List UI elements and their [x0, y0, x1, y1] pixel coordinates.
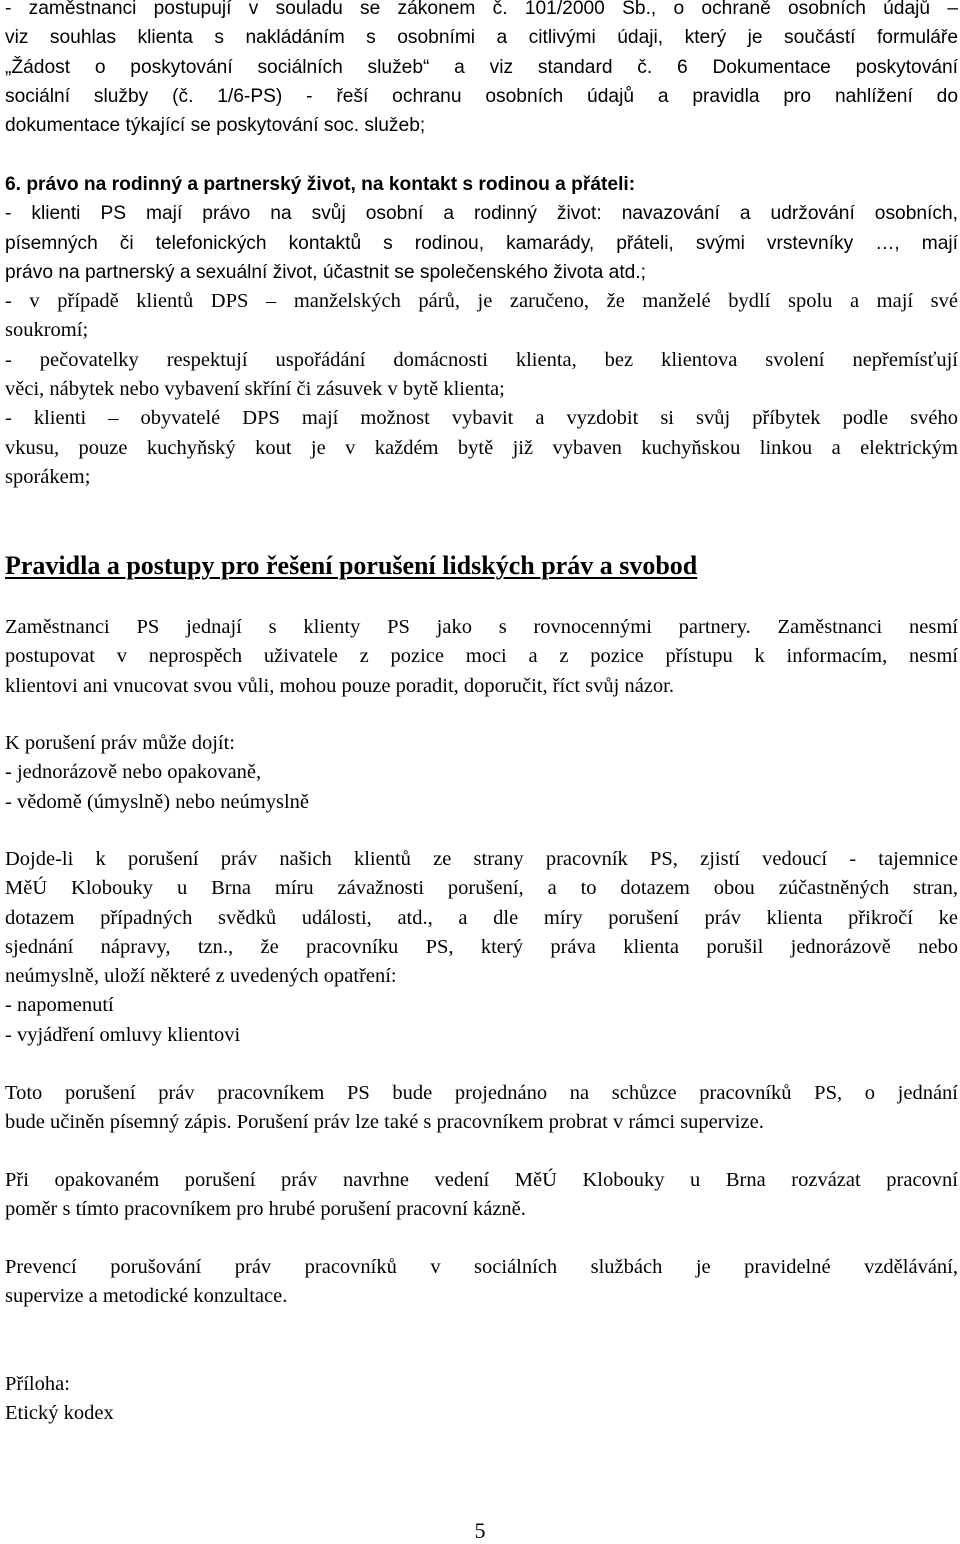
- top-section: [5, 0, 958, 140]
- text-line: - pečovatelky respektují uspořádání domácnosti klienta, bez klientova svolení nepřemísťují: [5, 348, 958, 371]
- paragraph-violation-handling: [5, 845, 958, 1050]
- section-6-heading: 6. právo na rodinný a partnerský život, na kontakt s rodinou a přáteli:: [5, 174, 636, 195]
- text-line: Zaměstnanci PS jednají s klienty PS jako s rovnocennými partnery. Zaměstnanci nesmí: [5, 616, 958, 638]
- paragraph-equal-partners: [5, 613, 958, 701]
- text-line: Při opakovaném porušení práv navrhne vedení MěÚ Klobouky u Brna rozvázat pracovní: [5, 1169, 958, 1191]
- paragraph-prevention: [5, 1253, 958, 1312]
- attachment: [5, 1370, 958, 1429]
- text-line: písemných či telefonických kontaktů s rodinou, kamarády, přáteli, svými vrstevníky …, mají: [5, 232, 958, 254]
- attachment-label: Příloha:: [5, 1373, 70, 1395]
- paragraph-violation-types: [5, 729, 958, 817]
- text-line: K porušení práv může dojít:: [5, 732, 236, 754]
- text-line: - jednorázově nebo opakovaně,: [5, 761, 262, 784]
- text-line: - v případě klientů DPS – manželských párů, je zaručeno, že manželé bydlí spolu a mají své: [5, 290, 958, 313]
- text-line: soukromí;: [5, 319, 89, 342]
- text-line: Toto porušení práv pracovníkem PS bude projednáno na schůzce pracovníků PS, o jednání: [5, 1082, 958, 1104]
- text-line: sociální služby (č. 1/6-PS) - řeší ochranu osobních údajů a pravidla pro nahlížení do: [5, 85, 958, 107]
- text-line: právo na partnerský a sexuální život, účastnit se společenského života atd.;: [5, 261, 647, 283]
- text-line: - klienti – obyvatelé DPS mají možnost vybavit a vyzdobit si svůj příbytek podle svého: [5, 407, 958, 430]
- text-line: Prevencí porušování práv pracovníků v sociálních službách je pravidelné vzdělávání,: [5, 1256, 958, 1278]
- page-number: 5: [474, 1518, 486, 1543]
- attachment-item: Etický kodex: [5, 1402, 114, 1425]
- text-line: bude učiněn písemný zápis. Porušení práv lze také s pracovníkem probrat v rámci supervize.: [5, 1111, 764, 1134]
- text-line: - klienti PS mají právo na svůj osobní a rodinný život: navazování a udržování osobních,: [5, 203, 958, 225]
- section-6: [5, 170, 958, 492]
- text-line: dotazem případných svědků události, atd., a dle míry porušení práv klienta přikročí ke: [5, 906, 958, 929]
- text-line: - vyjádření omluvy klientovi: [5, 1023, 241, 1046]
- text-line: - zaměstnanci postupují v souladu se zákonem č. 101/2000 Sb., o ochraně osobních údajů –: [5, 0, 958, 19]
- text-line: sporákem;: [5, 465, 91, 488]
- text-line: sjednání nápravy, tzn., že pracovníku PS, který práva klienta porušil jednorázově nebo: [5, 935, 958, 958]
- text-line: Dojde-li k porušení práv našich klientů ze strany pracovník PS, zjistí vedoucí - tajemnice: [5, 848, 958, 870]
- text-line: postupovat v neprospěch uživatele z pozice moci a z pozice přístupu k informacím, nesmí: [5, 645, 958, 668]
- text-line: dokumentace týkající se poskytování soc. služeb;: [5, 115, 426, 137]
- text-line: klientovi ani vnucovat svou vůli, mohou pouze poradit, doporučit, říct svůj názor.: [5, 674, 674, 697]
- text-line: neúmyslně, uloží některé z uvedených opatření:: [5, 965, 397, 988]
- paragraph-repeated-violation: [5, 1166, 958, 1225]
- text-line: „Žádost o poskytování sociálních služeb“ a viz standard č. 6 Dokumentace poskytování: [5, 56, 958, 78]
- text-line: - vědomě (úmyslně) nebo neúmyslně: [5, 790, 310, 813]
- text-line: vkusu, pouze kuchyňský kout je v každém bytě již vybaven kuchyňskou linkou a elektrickým: [5, 436, 958, 459]
- text-line: supervize a metodické konzultace.: [5, 1285, 288, 1308]
- paragraph-meeting: [5, 1079, 958, 1138]
- text-line: MěÚ Klobouky u Brna míru závažnosti porušení, a to dotazem obou zúčastněných stran,: [5, 877, 958, 900]
- text-line: viz souhlas klienta s nakládáním s osobními a citlivými údaji, který je součástí formuláře: [5, 27, 958, 49]
- main-heading: Pravidla a postupy pro řešení porušení lidských práv a svobod: [5, 551, 698, 580]
- text-line: poměr s tímto pracovníkem pro hrubé porušení pracovní kázně.: [5, 1198, 526, 1221]
- text-line: - napomenutí: [5, 994, 114, 1017]
- text-line: věci, nábytek nebo vybavení skříní či zásuvek v bytě klienta;: [5, 378, 505, 401]
